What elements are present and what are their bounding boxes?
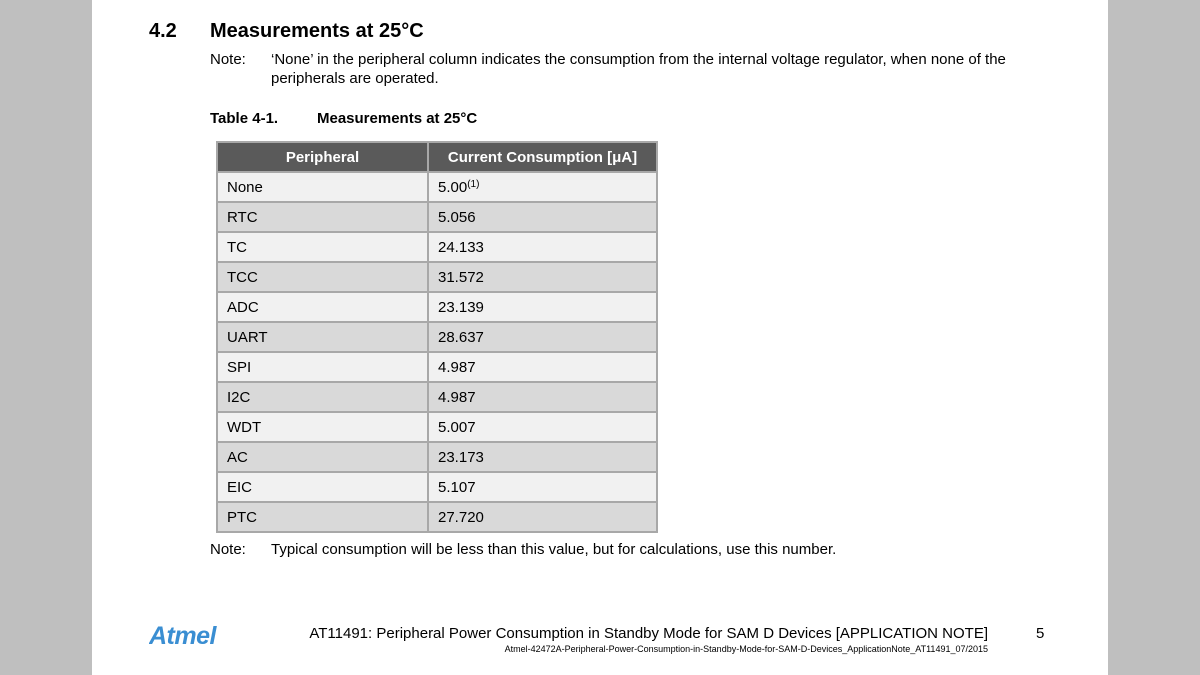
current-value: 27.720 bbox=[438, 508, 484, 526]
cell-peripheral: RTC bbox=[217, 202, 428, 232]
cell-peripheral: AC bbox=[217, 442, 428, 472]
note-top-line-1: ‘None’ in the peripheral column indicates the consumption from the internal voltage regulator, when none of the bbox=[271, 51, 1006, 68]
table-row bbox=[217, 442, 657, 472]
table-caption-title: Measurements at 25°C bbox=[317, 110, 478, 127]
cell-peripheral: SPI bbox=[217, 352, 428, 382]
header-peripheral: Peripheral bbox=[217, 142, 428, 172]
cell-peripheral: I2C bbox=[217, 382, 428, 412]
note-top-label: Note: bbox=[210, 51, 246, 68]
table-row bbox=[217, 472, 657, 502]
cell-peripheral: ADC bbox=[217, 292, 428, 322]
cell-current-consumption bbox=[428, 442, 657, 472]
section-number: 4.2 bbox=[149, 20, 177, 42]
table-row bbox=[217, 262, 657, 292]
cell-current-consumption bbox=[428, 172, 657, 202]
current-value: 5.107 bbox=[438, 478, 476, 496]
header-current-consumption: Current Consumption [μA] bbox=[428, 142, 657, 172]
cell-current-consumption bbox=[428, 322, 657, 352]
cell-current-consumption bbox=[428, 502, 657, 532]
table-row bbox=[217, 502, 657, 532]
table-row bbox=[217, 172, 657, 202]
table-row bbox=[217, 382, 657, 412]
current-value: 24.133 bbox=[438, 238, 484, 256]
table-row bbox=[217, 202, 657, 232]
note-bottom-text: Typical consumption will be less than this value, but for calculations, use this number. bbox=[271, 541, 837, 558]
cell-current-consumption bbox=[428, 382, 657, 412]
note-top-line-2: peripherals are operated. bbox=[271, 70, 439, 87]
table-row bbox=[217, 352, 657, 382]
atmel-logo-text: Atmel bbox=[149, 622, 216, 650]
cell-peripheral: PTC bbox=[217, 502, 428, 532]
table-row bbox=[217, 322, 657, 352]
current-value: 4.987 bbox=[438, 358, 476, 376]
table-header-row bbox=[217, 142, 657, 172]
table-row bbox=[217, 292, 657, 322]
current-value: 5.056 bbox=[438, 208, 476, 226]
cell-peripheral: UART bbox=[217, 322, 428, 352]
table-row bbox=[217, 412, 657, 442]
current-value: 5.007 bbox=[438, 418, 476, 436]
cell-current-consumption bbox=[428, 232, 657, 262]
footer-title: AT11491: Peripheral Power Consumption in Standby Mode for SAM D Devices [APPLICATION NOTE] bbox=[309, 625, 988, 642]
current-value: 5.00 bbox=[438, 178, 468, 196]
section-title: Measurements at 25°C bbox=[210, 20, 424, 42]
cell-current-consumption bbox=[428, 472, 657, 502]
cell-current-consumption bbox=[428, 292, 657, 322]
cell-peripheral: EIC bbox=[217, 472, 428, 502]
footnote-marker: (1) bbox=[467, 178, 480, 190]
current-value: 31.572 bbox=[438, 268, 484, 286]
cell-current-consumption bbox=[428, 262, 657, 292]
cell-peripheral: TCC bbox=[217, 262, 428, 292]
cell-current-consumption bbox=[428, 352, 657, 382]
current-value: 28.637 bbox=[438, 328, 484, 346]
cell-current-consumption bbox=[428, 412, 657, 442]
cell-peripheral: TC bbox=[217, 232, 428, 262]
note-bottom-label: Note: bbox=[210, 541, 246, 558]
document-page bbox=[92, 0, 1108, 675]
cell-peripheral: WDT bbox=[217, 412, 428, 442]
table-row bbox=[217, 232, 657, 262]
current-value: 4.987 bbox=[438, 388, 476, 406]
table-caption-number: Table 4-1. bbox=[210, 110, 279, 127]
measurements-table bbox=[216, 141, 658, 533]
footer-document-id: Atmel-42472A-Peripheral-Power-Consumption-in-Standby-Mode-for-SAM-D-Devices_ApplicationNote_AT11491_07/2015 bbox=[504, 644, 988, 654]
cell-peripheral: None bbox=[217, 172, 428, 202]
atmel-logo bbox=[149, 620, 233, 650]
current-value: 23.173 bbox=[438, 448, 484, 466]
cell-current-consumption bbox=[428, 202, 657, 232]
page-number: 5 bbox=[1036, 625, 1045, 642]
current-value: 23.139 bbox=[438, 298, 484, 316]
